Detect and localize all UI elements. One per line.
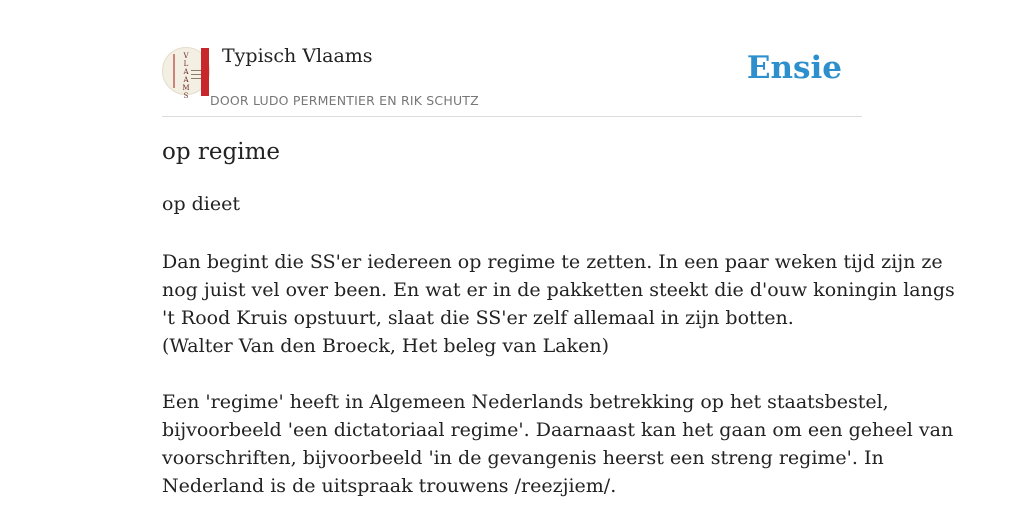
example-line: nog juist vel over been. En wat er in de pakketten steekt die d'ouw koningin langs [162,279,955,301]
cover-text-lines [191,70,201,82]
example-quote [162,248,955,360]
explanation-line: voorschriften, bijvoorbeeld 'in de gevangenis heerst een streng regime'. In [162,447,884,469]
cover-letter: A [183,68,189,76]
explanation-line: Nederland is de uitspraak trouwens /reezjiem/. [162,475,617,497]
explanation-line: Een 'regime' heeft in Algemeen Nederlands betrekking op het staatsbestel, [162,391,889,413]
book-header [162,0,862,117]
cover-stripe [201,48,209,96]
explanation [162,388,954,500]
cover-letter: M [182,84,190,92]
cover-letter: L [183,60,189,68]
cover-side-mark [173,54,175,88]
cover-letter: A [183,76,189,84]
explanation-line: bijvoorbeeld 'een dictatoriaal regime'. Daarnaast kan het gaan om een geheel van [162,419,954,441]
ensie-logo-link[interactable]: Ensie [746,50,842,86]
cover-letters [181,52,191,100]
example-line: 't Rood Kruis opstuurt, slaat die SS'er zelf allemaal in zijn botten. [162,307,794,329]
example-line: Dan begint die SS'er iedereen op regime te zetten. In een paar weken tijd zijn ze [162,251,943,273]
book-title[interactable]: Typisch Vlaams [222,45,373,67]
book-cover-icon[interactable] [162,47,210,100]
definition: op dieet [162,193,241,215]
book-authors: DOOR LUDO PERMENTIER EN RIK SCHUTZ [210,93,479,108]
headword: op regime [162,139,280,165]
example-source: (Walter Van den Broeck, Het beleg van Laken) [162,335,610,357]
cover-letter: V [183,52,189,60]
cover-letter: S [183,92,189,100]
